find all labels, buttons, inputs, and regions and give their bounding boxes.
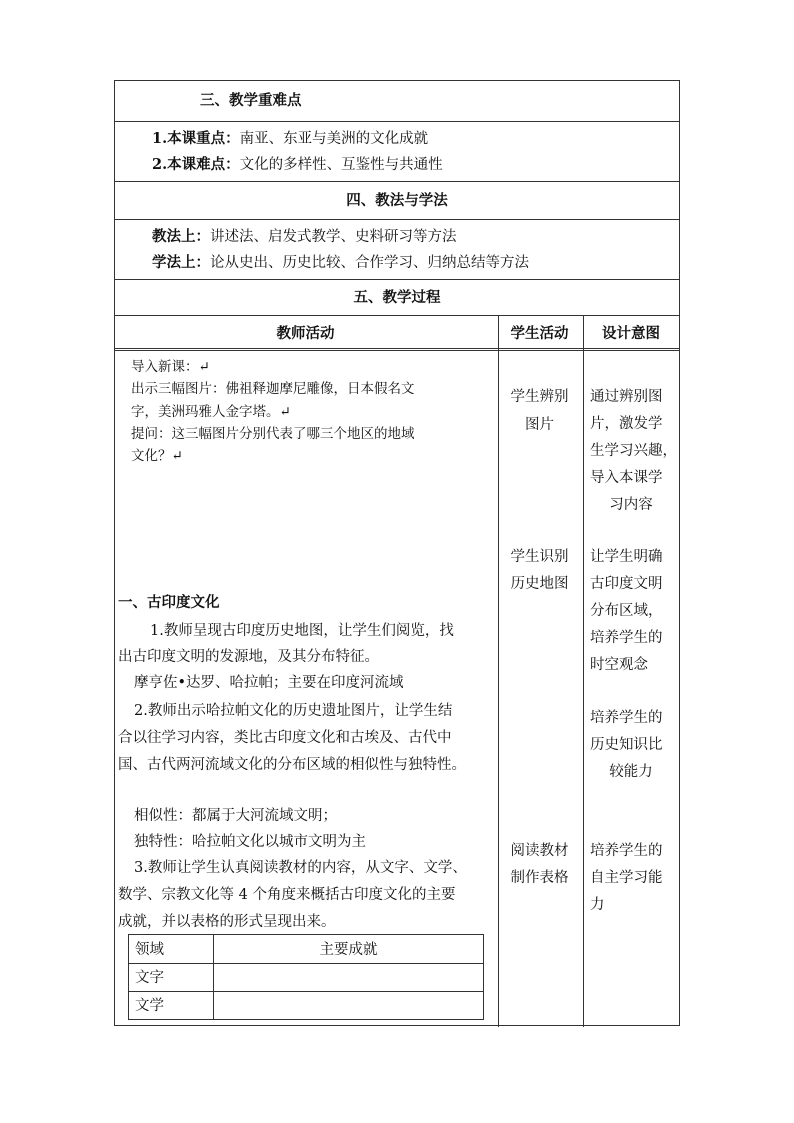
section5-heading: 五、教学过程	[353, 289, 441, 306]
row-divider	[115, 181, 679, 182]
student-activity-line: 学生识别	[510, 549, 569, 565]
difficulty-text: 文化的多样性、互鉴性与共通性	[239, 157, 443, 173]
row-divider	[115, 121, 679, 122]
similarity-line: 相似性：都属于大河流域文明；	[134, 808, 337, 824]
design-intent-line: 力	[590, 897, 605, 913]
design-intent-line: 分布区域，	[590, 603, 663, 619]
column-header-teacher: 教师活动	[276, 325, 335, 342]
paragraph-line: 合以往学习内容，类比古印度文化和古埃及、古代中	[118, 730, 452, 746]
intro-line: 文化？↵	[131, 448, 183, 464]
learning-method-line	[152, 253, 529, 273]
paragraph-line: 2.教师出示哈拉帕文化的历史遗址图片，让学生结	[134, 703, 453, 719]
paragraph-line: 3.教师让学生认真阅读教材的内容，从文字、文学、	[134, 860, 467, 876]
row-divider	[115, 315, 679, 316]
teaching-method-line	[152, 227, 457, 247]
mini-row-divider	[129, 963, 483, 964]
student-activity-line: 历史地图	[510, 576, 569, 592]
difficulty-label: 2.本课难点：	[152, 156, 240, 173]
design-intent-line: 生学习兴趣，	[590, 443, 677, 459]
mini-row-label: 文学	[135, 998, 164, 1014]
intro-line: 出示三幅图片：佛祖释迦摩尼雕像，日本假名文	[131, 381, 415, 397]
design-intent-line: 培养学生的	[590, 843, 663, 859]
column-divider	[583, 315, 584, 1027]
uniqueness-line: 独特性：哈拉帕文化以城市文明为主	[134, 834, 366, 850]
learning-method-text: 论从史出、历史比较、合作学习、归纳总结等方法	[210, 255, 529, 271]
difficulty-line	[152, 155, 443, 175]
ancient-india-heading: 一、古印度文化	[118, 594, 220, 611]
intro-line: 提问：这三幅图片分别代表了哪三个地区的地域	[131, 426, 415, 442]
student-activity-line: 阅读教材	[510, 843, 569, 859]
answer-line: 摩亨佐•达罗、哈拉帕；主要在印度河流域	[134, 675, 404, 691]
paragraph-line: 国、古代两河流域文化的分布区域的相似性与独特性。	[118, 757, 466, 773]
paragraph-line: 1.教师呈现古印度历史地图，让学生们阅览，找	[150, 623, 454, 639]
mini-row-label: 文字	[135, 970, 164, 986]
design-intent-line: 让学生明确	[590, 549, 663, 565]
section4-heading: 四、教法与学法	[346, 192, 448, 209]
design-intent-line: 片，激发学	[590, 416, 663, 432]
row-divider	[115, 279, 679, 280]
column-header-design: 设计意图	[602, 325, 660, 342]
design-intent-line: 历史知识比	[590, 737, 663, 753]
design-intent-line: 自主学习能	[590, 870, 663, 886]
row-divider	[115, 219, 679, 220]
intro-line: 导入新课：↵	[131, 359, 210, 375]
mini-header-field: 领域	[135, 942, 164, 958]
teaching-method-text: 讲述法、启发式教学、史料研习等方法	[210, 229, 457, 245]
paragraph-line: 出古印度文明的发源地，及其分布特征。	[118, 649, 379, 665]
key-point-label: 1.本课重点：	[152, 130, 240, 147]
design-intent-line: 导入本课学	[590, 470, 663, 486]
header-divider	[115, 348, 679, 351]
mini-header-achievement: 主要成就	[319, 942, 378, 958]
design-intent-line: 培养学生的	[590, 710, 663, 726]
design-intent-line: 时空观念	[590, 657, 648, 673]
paragraph-line: 数学、宗教文化等 4 个角度来概括古印度文化的主要	[118, 887, 456, 903]
design-intent-line: 较能力	[609, 764, 653, 780]
student-activity-line: 学生辨别	[510, 389, 569, 405]
mini-row-divider	[129, 991, 483, 992]
design-intent-line: 古印度文明	[590, 576, 663, 592]
design-intent-line: 通过辨别图	[590, 389, 663, 405]
teaching-method-label: 教法上：	[152, 228, 210, 245]
student-activity-line: 制作表格	[510, 870, 569, 886]
design-intent-line: 习内容	[609, 497, 653, 513]
key-point-text: 南亚、东亚与美洲的文化成就	[239, 131, 429, 147]
student-activity-line: 图片	[525, 417, 554, 433]
section3-heading: 三、教学重难点	[200, 92, 302, 109]
paragraph-line: 成就，并以表格的形式呈现出来。	[118, 914, 336, 930]
learning-method-label: 学法上：	[152, 254, 210, 271]
key-point-line	[152, 129, 428, 149]
design-intent-line: 培养学生的	[590, 630, 663, 646]
intro-line: 字，美洲玛雅人金字塔。↵	[131, 404, 291, 420]
column-header-student: 学生活动	[510, 325, 569, 342]
